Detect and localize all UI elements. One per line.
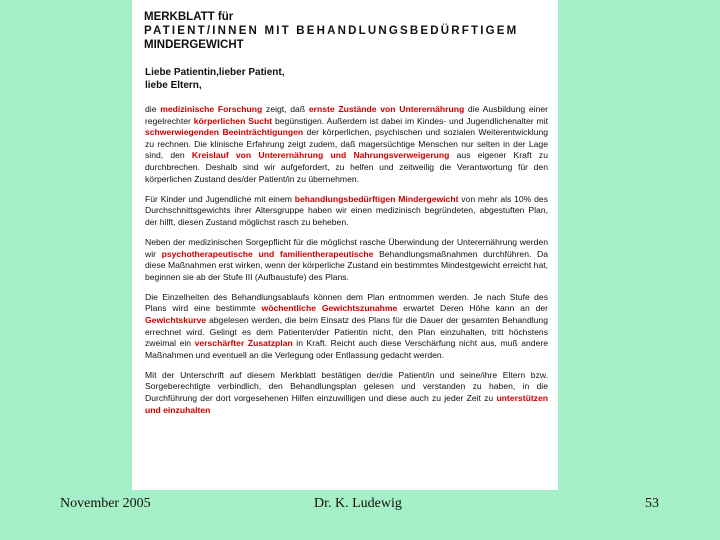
highlighted-term: behandlungsbedürftigen Mindergewicht bbox=[294, 193, 459, 204]
paragraph bbox=[145, 237, 548, 283]
paragraph bbox=[145, 104, 548, 185]
highlighted-term: Gewichtskurve bbox=[145, 315, 207, 325]
highlighted-term: Kreislauf von Unterernährung und Nahrungsverweigerung bbox=[191, 150, 450, 161]
paragraph-text: abgelesen werden, die beim Einsatz des Plans für die Dauer der gesamten Behandlung errechnet wird. Gelingt es dem Patienten/der Patientin nicht, den Plan einzuhalten, tritt höchstens zweimal ein bbox=[145, 315, 548, 349]
footer-date: November 2005 bbox=[60, 496, 151, 511]
document-title bbox=[144, 10, 554, 52]
paragraph-text: Die Einzelheiten des Behandlungsablaufs können dem Plan entnommen werden. Je nach Stufe des Plans wird eine bestimmte bbox=[145, 291, 548, 314]
highlighted-term: psychotherapeutische und familientherapeutische bbox=[161, 248, 374, 259]
highlighted-term: wöchentliche Gewichtszunahme bbox=[261, 303, 398, 314]
paragraph-text: in Kraft. Reicht auch diese Verschärfung nicht aus, muß andere Maßnahmen und eventuell an die Verlegung oder Entlassung gedacht werden. bbox=[145, 338, 548, 360]
highlighted-term: unterstützen und einzuhalten bbox=[145, 393, 548, 415]
document-page bbox=[132, 0, 558, 490]
paragraph-text: Für Kinder und Jugendliche mit einem bbox=[145, 193, 295, 204]
greeting bbox=[145, 66, 555, 92]
highlighted-term: schwerwiegenden Beeinträchtigungen bbox=[145, 127, 304, 138]
paragraph-text: aus eigener Kraft zu durchbrechen. Deshalb sind wir aufgefordert, zu helfen und zeitweilig die Verantwortung für den körperlichen Zustand des/der Patient/in zu übernehmen. bbox=[145, 150, 548, 184]
paragraph-text: die bbox=[145, 104, 161, 114]
highlighted-term: ernste Zustände von Unterernährung bbox=[308, 104, 465, 114]
paragraph bbox=[145, 194, 548, 229]
title-line-1: MERKBLATT für bbox=[144, 11, 234, 23]
paragraph bbox=[145, 370, 548, 416]
title-line-2: PATIENT/INNEN MIT BEHANDLUNGSBEDÜRFTIGEM bbox=[144, 25, 519, 37]
paragraph-text: Mit der Unterschrift auf diesem Merkblatt bestätigen der/die Patient/in und seine/ihre Eltern bzw. Sorgeberechtigte verbindlich, den Behandlungsplan gelesen und verstanden zu haben, in die Durchführung der dort vorgesehenen Hilfen einzuwilligen und diese auch zu jeder Zeit zu bbox=[145, 369, 548, 404]
paragraph-text: zeigt, daß bbox=[262, 104, 309, 114]
title-line-3: MINDERGEWICHT bbox=[144, 39, 244, 51]
paragraph-text: Behandlungsmaßnahmen durchführen. Da diese Maßnahmen erst wirken, wenn der körperliche Zustand ein bestimmtes Mindestgewicht erreicht hat, beginnen sie ab der Stufe III (Aufbaustufe) des Plans. bbox=[145, 248, 548, 282]
footer-page-number: 53 bbox=[645, 496, 659, 511]
highlighted-term: medizinische Forschung bbox=[160, 104, 263, 114]
paragraph bbox=[145, 292, 548, 362]
paragraph-text: Neben der medizinischen Sorgepflicht für die möglichst rasche Überwindung der Unterernährung werden wir bbox=[145, 236, 548, 259]
paragraph-text: der körperlichen, psychischen und sozialen Weiterentwicklung zu rechnen. Die klinische Erfahrung zeigt zudem, daß magersüchtige Menschen nur selten in der Lage sind, den bbox=[145, 127, 548, 161]
footer-author: Dr. K. Ludewig bbox=[314, 496, 402, 511]
highlighted-term: verschärfter Zusatzplan bbox=[194, 338, 293, 349]
paragraph-text: von mehr als 10% des Durchschnittsgewichts ihrer Altersgruppe haben wir einen medizinisch begründeten, abgestuften Plan, der hilft, diesen Zustand möglichst rasch zu beheben. bbox=[145, 193, 549, 227]
greeting-line-2: liebe Eltern, bbox=[145, 80, 202, 91]
document-body bbox=[145, 104, 548, 425]
highlighted-term: körperlichen Sucht bbox=[193, 115, 273, 126]
paragraph-text: erwartet Deren Höhe kann an der bbox=[397, 303, 549, 314]
paragraph-text: begünstigen. Außerdem ist dabei im Kindes- und Jugendlichenalter mit bbox=[272, 115, 548, 126]
greeting-line-1: Liebe Patientin,lieber Patient, bbox=[145, 67, 285, 78]
paragraph-text: die Ausbildung einer regelrechter bbox=[145, 104, 548, 126]
